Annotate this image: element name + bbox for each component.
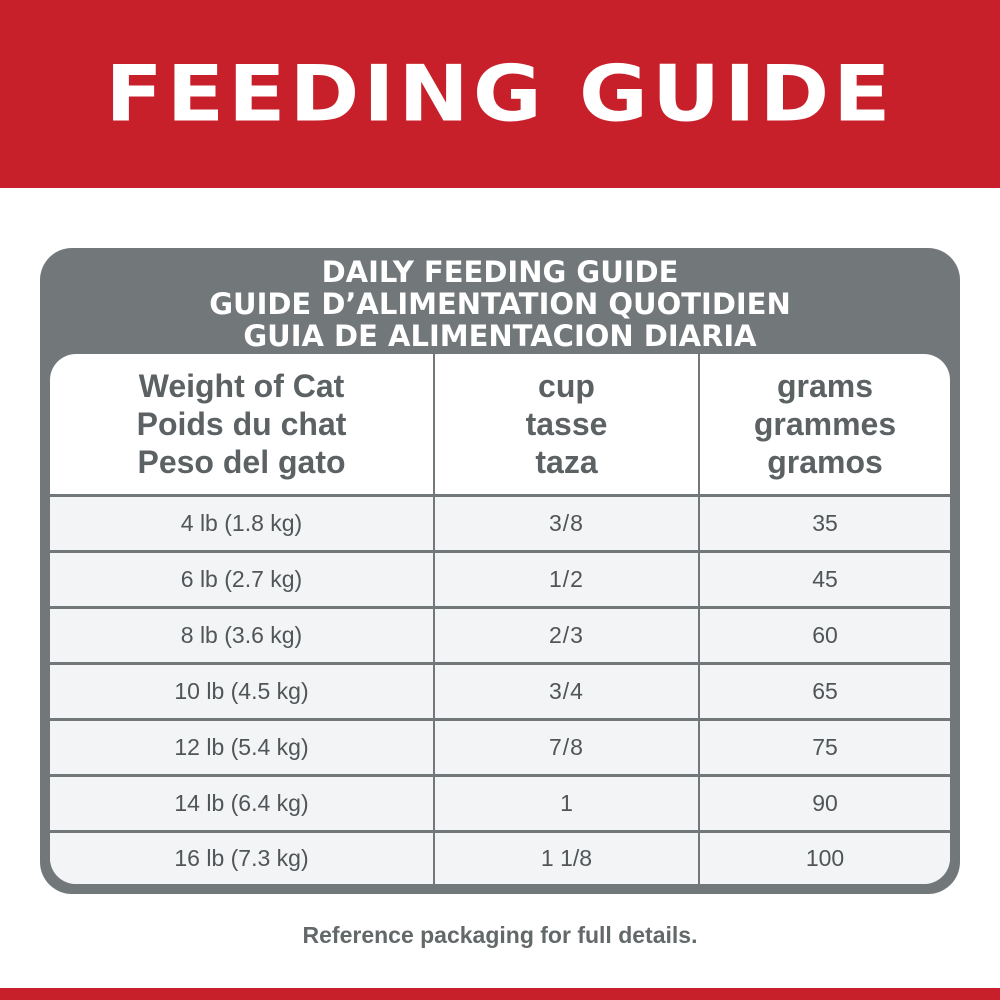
cup-cell: 1 1/8 xyxy=(540,845,593,871)
grams-cell: 45 xyxy=(812,566,838,592)
reference-note: Reference packaging for full details. xyxy=(302,922,698,948)
grams-cell: 100 xyxy=(805,845,845,871)
column-header-line: taza xyxy=(535,444,598,480)
grams-cell: 35 xyxy=(812,510,838,536)
column-header-line: Weight of Cat xyxy=(138,368,345,404)
weight-cell: 6 lb (2.7 kg) xyxy=(180,566,303,592)
grams-cell: 90 xyxy=(812,790,838,816)
weight-cell: 12 lb (5.4 kg) xyxy=(174,734,309,760)
weight-cell: 16 lb (7.3 kg) xyxy=(174,845,309,871)
feeding-guide-card xyxy=(40,248,960,894)
column-divider xyxy=(698,354,700,884)
cup-cell: 3/8 xyxy=(549,510,584,536)
column-header-line: Peso del gato xyxy=(137,444,346,480)
feeding-table xyxy=(50,354,950,884)
weight-cell: 4 lb (1.8 kg) xyxy=(180,510,303,536)
cup-cell: 7/8 xyxy=(549,734,584,760)
title-banner xyxy=(0,0,1000,188)
column-divider xyxy=(433,354,435,884)
cup-cell: 1 xyxy=(560,790,573,816)
column-header-line: grammes xyxy=(753,406,897,442)
table-row xyxy=(50,665,950,721)
cup-cell: 3/4 xyxy=(549,678,584,704)
column-header-line: tasse xyxy=(525,406,608,442)
bottom-stripe xyxy=(0,988,1000,1000)
table-row xyxy=(50,609,950,665)
table-row xyxy=(50,553,950,609)
header-line-en: DAILY FEEDING GUIDE xyxy=(321,255,679,289)
cup-cell: 1/2 xyxy=(549,566,584,592)
grams-cell: 65 xyxy=(812,678,838,704)
column-header-weight xyxy=(50,354,433,494)
column-header-line: Poids du chat xyxy=(136,406,347,442)
card-header xyxy=(40,256,960,352)
column-header-grams xyxy=(700,354,950,494)
column-header-cup xyxy=(435,354,698,494)
page-title: FEEDING GUIDE xyxy=(105,48,895,140)
header-line-fr: GUIDE D’ALIMENTATION QUOTIDIEN xyxy=(209,287,791,321)
column-header-line: gramos xyxy=(767,444,883,480)
header-line-es: GUIA DE ALIMENTACION DIARIA xyxy=(243,319,757,353)
cup-cell: 2/3 xyxy=(549,622,584,648)
weight-cell: 14 lb (6.4 kg) xyxy=(174,790,309,816)
table-row xyxy=(50,497,950,553)
grams-cell: 75 xyxy=(812,734,838,760)
weight-cell: 10 lb (4.5 kg) xyxy=(174,678,309,704)
table-row xyxy=(50,833,950,884)
table-row xyxy=(50,777,950,833)
table-row xyxy=(50,721,950,777)
weight-cell: 8 lb (3.6 kg) xyxy=(180,622,303,648)
column-header-line: cup xyxy=(538,368,595,404)
grams-cell: 60 xyxy=(812,622,838,648)
column-header-line: grams xyxy=(776,368,874,404)
